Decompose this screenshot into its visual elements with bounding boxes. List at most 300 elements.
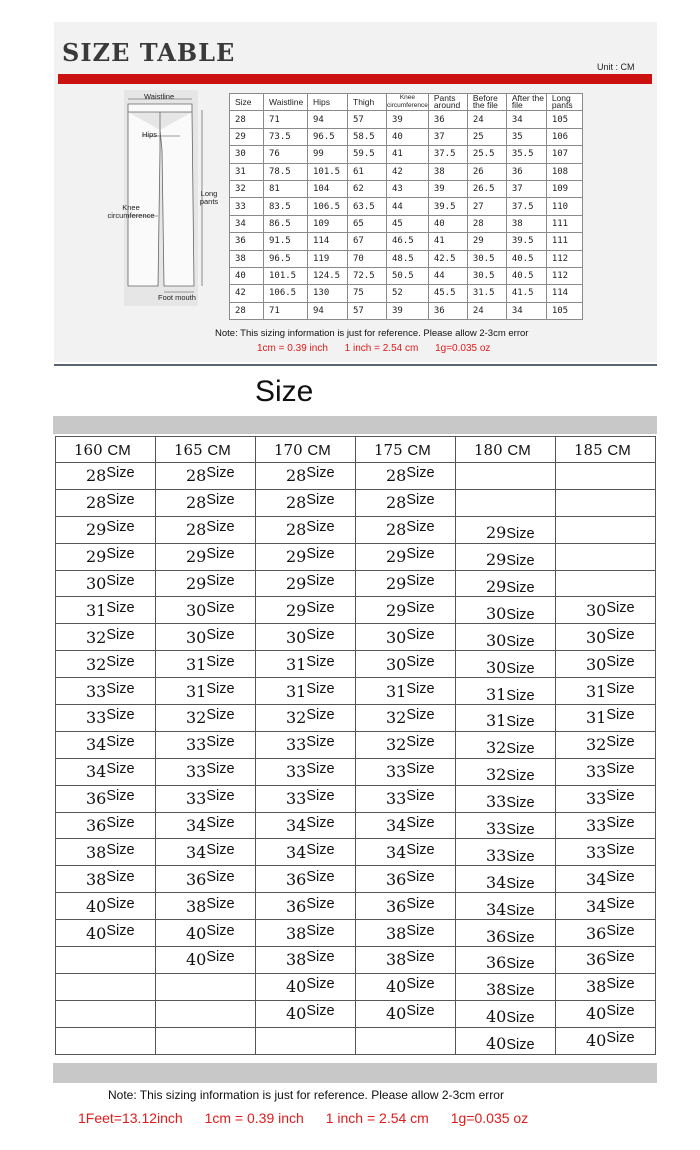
size-word: Size — [506, 983, 535, 1000]
size-number: 40 — [586, 1031, 607, 1051]
height-unit: CM — [207, 441, 231, 459]
size-entry — [256, 897, 355, 916]
size-number: 29 — [86, 547, 107, 567]
size-cell — [256, 705, 356, 732]
size-number: 28 — [386, 466, 407, 486]
size-word: Size — [406, 573, 435, 589]
height-col-180 — [456, 437, 556, 463]
size-cell — [156, 489, 256, 516]
size-cell — [56, 705, 156, 732]
size-cell — [356, 973, 456, 1000]
size-cell — [456, 597, 556, 624]
measurement-cell: 48.5 — [387, 250, 429, 267]
size-word: Size — [106, 465, 135, 482]
size-cell — [456, 731, 556, 758]
size-number: 29 — [486, 523, 507, 543]
size-entry — [156, 601, 255, 620]
col-thigh: Thigh — [348, 94, 387, 111]
measurement-row — [230, 215, 583, 232]
size-word: Size — [206, 492, 235, 509]
size-word: Size — [406, 734, 435, 751]
size-number: 33 — [286, 735, 307, 755]
size-number: 38 — [386, 923, 407, 943]
size-entry — [56, 547, 155, 566]
size-number: 36 — [486, 926, 507, 946]
measurement-cell: 42 — [230, 285, 264, 302]
size-number: 34 — [286, 816, 307, 836]
conversion-cm-inch: 1cm = 0.39 inch — [257, 343, 328, 354]
size-entry — [156, 574, 255, 593]
size-entry — [56, 924, 155, 943]
measurement-cell: 37.5 — [506, 198, 546, 215]
height-size-row — [56, 812, 656, 839]
size-word: Size — [206, 841, 235, 858]
size-cell — [156, 866, 256, 893]
measurement-cell: 35.5 — [506, 146, 546, 163]
size-entry — [356, 628, 455, 647]
size-entry — [356, 682, 455, 701]
size-entry — [556, 735, 655, 754]
size-cell — [56, 489, 156, 516]
measurement-cell: 30.5 — [467, 267, 506, 284]
size-entry — [256, 601, 355, 620]
size-cell — [256, 731, 356, 758]
height-size-row — [56, 758, 656, 785]
conversions-bottom — [78, 1110, 546, 1126]
measurement-cell: 25 — [467, 128, 506, 145]
size-word: Size — [606, 680, 635, 697]
size-entry — [556, 1004, 655, 1023]
size-entry — [56, 466, 155, 485]
measurement-cell: 41 — [387, 146, 429, 163]
size-word: Size — [106, 788, 135, 805]
measurement-row — [230, 163, 583, 180]
size-entry — [56, 735, 155, 754]
size-entry — [56, 816, 155, 835]
size-cell — [156, 1027, 256, 1054]
size-cell — [356, 731, 456, 758]
size-number: 33 — [86, 681, 107, 701]
size-entry — [456, 953, 555, 972]
size-entry — [56, 601, 155, 620]
size-word: Size — [306, 465, 335, 482]
page-title: SIZE TABLE — [62, 38, 236, 67]
height-size-row — [56, 947, 656, 974]
size-number: 28 — [186, 493, 207, 513]
pants-diagram — [102, 90, 220, 306]
size-cell — [456, 489, 556, 516]
size-cell — [256, 463, 356, 490]
size-entry — [456, 738, 555, 757]
size-cell — [556, 947, 656, 974]
size-word: Size — [406, 788, 435, 805]
size-number: 31 — [186, 681, 207, 701]
height-unit: CM — [607, 441, 631, 459]
size-entry — [256, 816, 355, 835]
size-cell — [156, 893, 256, 920]
size-cell — [356, 489, 456, 516]
size-number: 29 — [186, 574, 207, 593]
size-cell — [156, 543, 256, 570]
size-number: 34 — [586, 896, 607, 916]
size-cell — [456, 947, 556, 974]
height-size-row — [56, 705, 656, 732]
size-entry — [156, 950, 255, 969]
size-number: 34 — [386, 842, 407, 862]
size-cell — [456, 920, 556, 947]
size-number: 40 — [586, 1004, 607, 1024]
size-entry — [256, 1004, 355, 1023]
size-word: Size — [406, 492, 435, 509]
measurement-cell: 107 — [546, 146, 582, 163]
measurement-cell: 45.5 — [428, 285, 467, 302]
size-cell — [56, 597, 156, 624]
size-cell — [556, 463, 656, 490]
size-number: 30 — [486, 603, 507, 623]
size-word: Size — [106, 815, 135, 832]
size-word: Size — [306, 707, 335, 724]
height-size-row — [56, 866, 656, 893]
size-word: Size — [306, 815, 335, 832]
size-cell — [256, 812, 356, 839]
size-cell — [356, 1027, 456, 1054]
size-number: 29 — [186, 547, 207, 567]
measurement-cell: 91.5 — [264, 233, 308, 250]
height-size-table — [55, 436, 656, 1055]
size-entry — [156, 762, 255, 781]
size-entry — [56, 762, 155, 781]
height-value: 175 — [374, 440, 403, 459]
measurement-cell: 37.5 — [428, 146, 467, 163]
height-col-165 — [156, 437, 256, 463]
measurement-cell: 44 — [428, 267, 467, 284]
size-word: Size — [206, 465, 235, 482]
measurement-cell: 106 — [546, 128, 582, 145]
measurement-cell: 76 — [264, 146, 308, 163]
size-cell — [56, 463, 156, 490]
conversion-inch-cm: 1 inch = 2.54 cm — [325, 1110, 429, 1126]
size-word: Size — [306, 519, 335, 536]
size-number: 30 — [186, 627, 207, 647]
size-entry — [156, 682, 255, 701]
size-word: Size — [306, 949, 335, 966]
measurement-cell: 101.5 — [308, 163, 348, 180]
size-cell — [556, 758, 656, 785]
size-entry — [456, 523, 555, 542]
size-number: 28 — [186, 466, 207, 486]
size-entry — [56, 870, 155, 889]
measurement-cell: 38 — [230, 250, 264, 267]
measurement-cell: 61 — [348, 163, 387, 180]
size-entry — [256, 628, 355, 647]
height-value: 170 — [274, 440, 303, 459]
size-entry — [256, 574, 355, 593]
section-divider — [54, 364, 657, 366]
size-word: Size — [606, 599, 635, 616]
size-entry — [156, 870, 255, 889]
size-word: Size — [606, 815, 635, 832]
size-number: 36 — [586, 950, 607, 970]
measurement-cell: 37 — [428, 128, 467, 145]
size-number: 30 — [586, 627, 607, 647]
size-word: Size — [306, 788, 335, 805]
size-word: Size — [506, 848, 535, 865]
size-entry — [556, 655, 655, 674]
size-word: Size — [506, 526, 535, 543]
height-size-row — [56, 597, 656, 624]
hips-label: Hips — [142, 130, 158, 139]
size-number: 38 — [586, 977, 607, 997]
measurement-cell: 24 — [467, 302, 506, 319]
size-number: 38 — [86, 842, 107, 862]
measurement-cell: 57 — [348, 111, 387, 128]
size-entry — [356, 547, 455, 566]
size-cell — [356, 758, 456, 785]
size-cell — [56, 651, 156, 678]
size-cell — [456, 1000, 556, 1027]
col-size: Size — [230, 94, 264, 111]
size-word: Size — [206, 707, 235, 724]
size-entry — [256, 466, 355, 485]
size-entry — [56, 897, 155, 916]
size-word: Size — [306, 680, 335, 697]
measurement-cell: 34 — [230, 215, 264, 232]
measurement-cell: 28 — [467, 215, 506, 232]
size-word: Size — [106, 707, 135, 724]
size-number: 32 — [286, 708, 307, 728]
size-word: Size — [506, 714, 535, 731]
size-number: 33 — [386, 762, 407, 782]
conversion-g-oz: 1g=0.035 oz — [450, 1110, 529, 1126]
size-word: Size — [106, 519, 135, 536]
size-cell — [456, 516, 556, 543]
height-size-row — [56, 570, 656, 597]
size-cell — [256, 651, 356, 678]
measurement-cell: 106.5 — [264, 285, 308, 302]
size-cell — [156, 758, 256, 785]
height-size-row — [56, 624, 656, 651]
size-word: Size — [506, 875, 535, 892]
size-entry — [356, 816, 455, 835]
measurement-cell: 39.5 — [428, 198, 467, 215]
height-size-row — [56, 973, 656, 1000]
size-number: 38 — [486, 980, 507, 1000]
size-entry — [256, 655, 355, 674]
size-word: Size — [506, 633, 535, 650]
size-word: Size — [306, 895, 335, 912]
size-entry — [356, 735, 455, 754]
size-cell — [556, 920, 656, 947]
size-number: 32 — [86, 627, 107, 647]
size-number: 34 — [286, 842, 307, 862]
size-entry — [556, 628, 655, 647]
size-number: 33 — [86, 708, 107, 728]
measurement-cell: 94 — [308, 111, 348, 128]
size-cell — [156, 785, 256, 812]
size-entry — [256, 682, 355, 701]
size-number: 36 — [586, 923, 607, 943]
size-number: 29 — [386, 574, 407, 593]
size-cell — [456, 463, 556, 490]
size-cell — [256, 597, 356, 624]
size-entry — [56, 628, 155, 647]
size-number: 33 — [386, 789, 407, 809]
size-entry — [56, 493, 155, 512]
size-number: 33 — [486, 819, 507, 839]
size-word: Size — [606, 1003, 635, 1020]
size-word: Size — [506, 768, 535, 785]
size-cell — [156, 463, 256, 490]
measurement-cell: 26.5 — [467, 180, 506, 197]
size-cell — [456, 785, 556, 812]
size-entry — [256, 789, 355, 808]
measurement-cell: 75 — [348, 285, 387, 302]
height-unit: CM — [507, 441, 531, 459]
size-word: Size — [206, 653, 235, 670]
size-word: Size — [106, 922, 135, 939]
measurement-cell: 110 — [546, 198, 582, 215]
measurement-cell: 57 — [348, 302, 387, 319]
height-size-row — [56, 543, 656, 570]
size-word: Size — [206, 519, 235, 536]
size-number: 31 — [486, 684, 507, 704]
measurement-cell: 81 — [264, 180, 308, 197]
size-number: 38 — [186, 896, 207, 916]
size-entry — [456, 792, 555, 811]
size-number: 38 — [286, 923, 307, 943]
size-entry — [156, 897, 255, 916]
measurement-cell: 114 — [546, 285, 582, 302]
size-cell — [556, 812, 656, 839]
measurement-cell: 108 — [546, 163, 582, 180]
size-word: Size — [206, 626, 235, 643]
measurement-cell: 28 — [230, 302, 264, 319]
col-after-file: After the file — [506, 94, 546, 111]
size-word: Size — [606, 868, 635, 885]
height-col-160 — [56, 437, 156, 463]
size-cell — [156, 516, 256, 543]
measurement-cell: 59.5 — [348, 146, 387, 163]
size-word: Size — [506, 687, 535, 704]
size-number: 29 — [486, 550, 507, 570]
size-cell — [356, 812, 456, 839]
size-word: Size — [106, 653, 135, 670]
size-word: Size — [206, 761, 235, 778]
size-word: Size — [306, 734, 335, 751]
size-number: 40 — [86, 896, 107, 916]
size-word: Size — [206, 922, 235, 939]
size-entry — [56, 574, 155, 593]
size-number: 29 — [386, 600, 407, 620]
height-header-row — [56, 437, 656, 463]
size-number: 33 — [186, 735, 207, 755]
size-number: 30 — [86, 574, 107, 593]
height-value: 165 — [174, 440, 203, 459]
size-cell — [256, 866, 356, 893]
measurement-cell: 105 — [546, 111, 582, 128]
size-word: Size — [306, 1003, 335, 1020]
measurement-cell: 112 — [546, 250, 582, 267]
measurement-cell: 109 — [546, 180, 582, 197]
measurement-row — [230, 302, 583, 319]
unit-label: Unit : CM — [597, 62, 635, 72]
size-cell — [256, 758, 356, 785]
measurement-cell: 73.5 — [264, 128, 308, 145]
measurement-cell: 105 — [546, 302, 582, 319]
size-number: 34 — [186, 816, 207, 836]
size-word: Size — [406, 546, 435, 563]
long-pants-label: Long pants — [199, 189, 219, 206]
size-number: 40 — [186, 950, 207, 970]
size-number: 40 — [286, 1004, 307, 1024]
size-entry — [356, 924, 455, 943]
size-entry — [156, 493, 255, 512]
size-entry — [456, 658, 555, 677]
size-cell — [556, 597, 656, 624]
size-word: Size — [106, 599, 135, 616]
measurement-cell: 36 — [428, 111, 467, 128]
height-size-row — [56, 463, 656, 490]
size-number: 28 — [386, 493, 407, 513]
measurement-cell: 52 — [387, 285, 429, 302]
size-number: 28 — [386, 520, 407, 540]
size-number: 29 — [86, 520, 107, 540]
size-word: Size — [206, 680, 235, 697]
height-size-row — [56, 1027, 656, 1054]
measurement-cell: 101.5 — [264, 267, 308, 284]
measurement-cell: 112 — [546, 267, 582, 284]
measurement-cell: 36 — [230, 233, 264, 250]
size-number: 29 — [386, 547, 407, 567]
measurement-row — [230, 111, 583, 128]
col-hips: Hips — [308, 94, 348, 111]
size-cell — [256, 516, 356, 543]
size-cell — [556, 785, 656, 812]
size-word: Size — [406, 626, 435, 643]
measurement-row — [230, 180, 583, 197]
size-word: Size — [406, 868, 435, 885]
size-word: Size — [506, 956, 535, 973]
size-entry — [256, 708, 355, 727]
size-cell — [456, 705, 556, 732]
knee-circumference-label: Knee circumference — [107, 203, 155, 220]
measurement-cell: 119 — [308, 250, 348, 267]
measurement-cell: 124.5 — [308, 267, 348, 284]
height-size-row — [56, 920, 656, 947]
measurement-cell: 39.5 — [506, 233, 546, 250]
size-word: Size — [306, 976, 335, 993]
size-number: 31 — [186, 654, 207, 674]
size-cell — [456, 1027, 556, 1054]
size-cell — [156, 651, 256, 678]
measurement-cell: 86.5 — [264, 215, 308, 232]
measurement-cell: 130 — [308, 285, 348, 302]
size-word: Size — [406, 707, 435, 724]
size-number: 29 — [486, 577, 507, 596]
size-entry — [156, 708, 255, 727]
size-cell — [556, 624, 656, 651]
size-word: Size — [106, 492, 135, 509]
size-number: 31 — [586, 681, 607, 701]
size-entry — [156, 843, 255, 862]
size-cell — [56, 624, 156, 651]
size-cell — [56, 866, 156, 893]
size-cell — [356, 678, 456, 705]
size-cell — [456, 866, 556, 893]
size-cell — [156, 973, 256, 1000]
size-cell — [556, 1000, 656, 1027]
size-number: 32 — [586, 735, 607, 755]
